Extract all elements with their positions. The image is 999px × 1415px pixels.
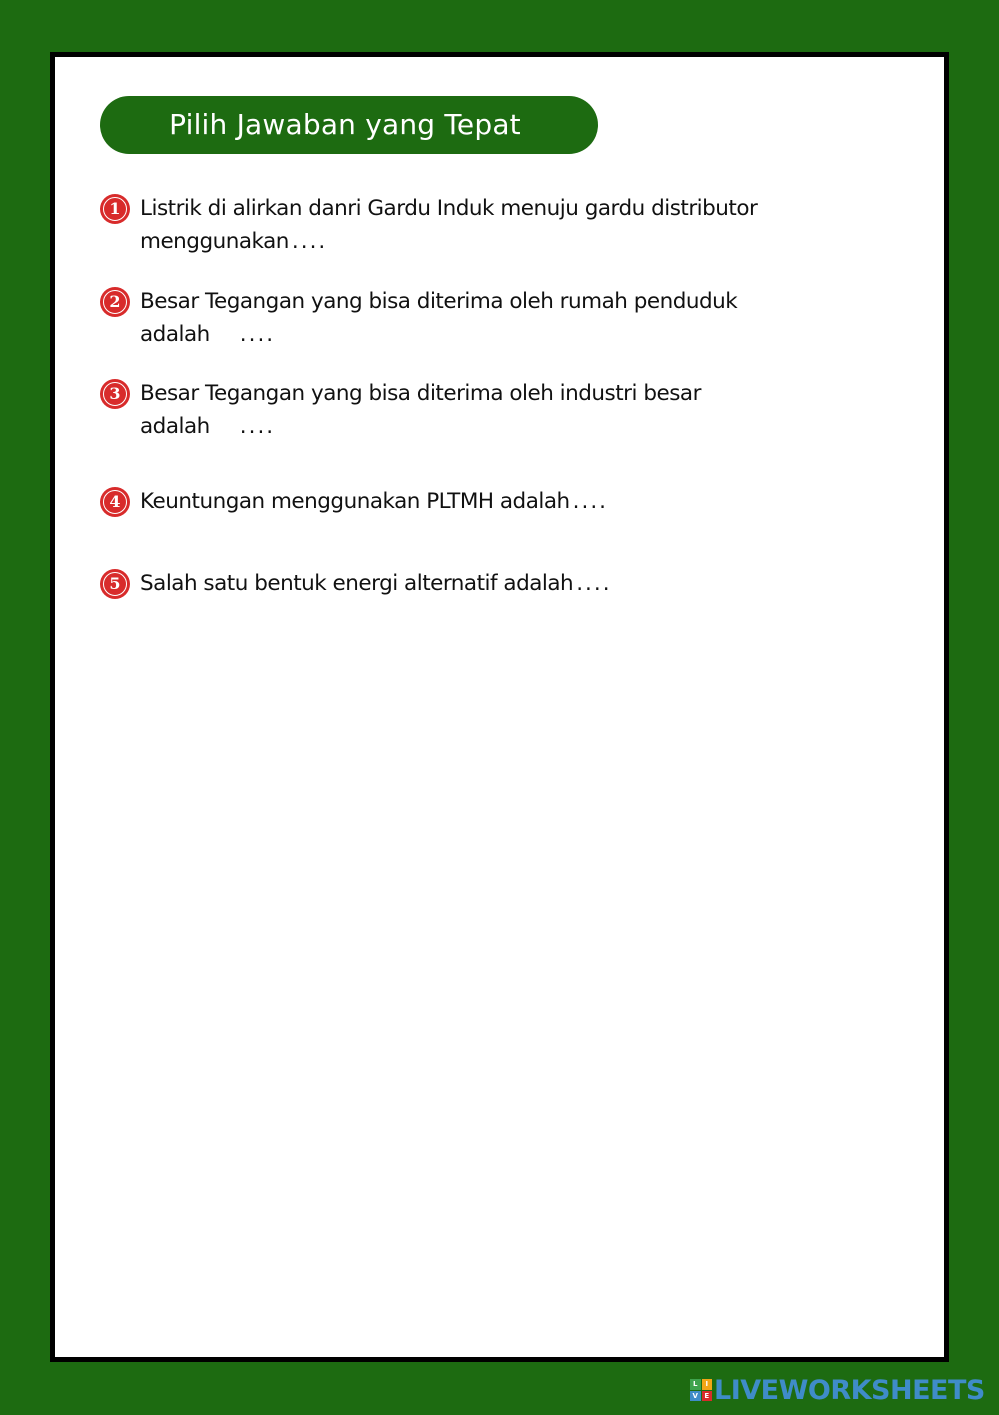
number-badge-icon xyxy=(100,194,130,224)
answer-dots: .... xyxy=(572,489,608,514)
answer-dots: .... xyxy=(239,322,276,347)
question-number: 4 xyxy=(109,492,121,511)
watermark-text: LIVEWORKSHEETS xyxy=(714,1374,985,1406)
question-number: 5 xyxy=(109,574,121,593)
worksheet-page xyxy=(50,52,949,1362)
question-item-1 xyxy=(100,192,800,258)
question-item-4 xyxy=(100,485,800,518)
liveworksheets-logo-icon: L I V E xyxy=(690,1379,712,1401)
question-line: Besar Tegangan yang bisa diterima oleh industri besar xyxy=(140,381,701,406)
question-line: menggunakan xyxy=(140,229,289,254)
question-line: Listrik di alirkan danri Gardu Induk menuju gardu distributor xyxy=(140,196,758,221)
question-item-5 xyxy=(100,567,800,600)
question-number: 1 xyxy=(109,199,121,218)
question-text xyxy=(140,285,800,351)
question-line: adalah xyxy=(140,414,210,439)
answer-dots: .... xyxy=(576,571,612,596)
question-number: 3 xyxy=(109,384,121,403)
question-line: Besar Tegangan yang bisa diterima oleh rumah penduduk xyxy=(140,289,738,314)
liveworksheets-watermark xyxy=(690,1374,985,1406)
question-line: Keuntungan menggunakan PLTMH adalah xyxy=(140,489,570,514)
answer-dots: .... xyxy=(291,229,328,254)
question-number: 2 xyxy=(109,292,121,311)
question-line: Salah satu bentuk energi alternatif adalah xyxy=(140,571,574,596)
question-text xyxy=(140,485,800,518)
question-item-3 xyxy=(100,377,800,443)
answer-dots: .... xyxy=(239,414,276,439)
question-text xyxy=(140,192,800,258)
number-badge-icon xyxy=(100,379,130,409)
number-badge-icon xyxy=(100,487,130,517)
number-badge-icon xyxy=(100,287,130,317)
question-line: adalah xyxy=(140,322,210,347)
number-badge-icon xyxy=(100,569,130,599)
question-item-2 xyxy=(100,285,800,351)
worksheet-title: Pilih Jawaban yang Tepat xyxy=(100,96,598,154)
question-text xyxy=(140,567,800,600)
question-text xyxy=(140,377,800,443)
